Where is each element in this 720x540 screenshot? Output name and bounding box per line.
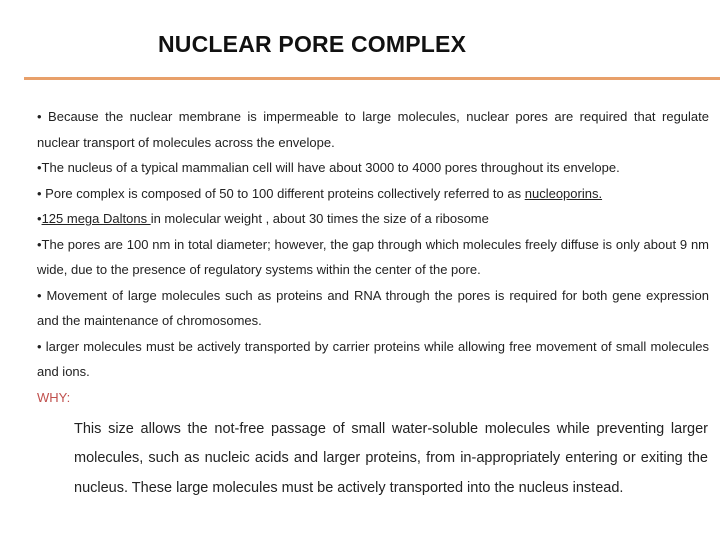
bullet-active-transport: • larger molecules must be actively transported by carrier proteins while allowing free movement of small molecules and ions. [37,338,709,379]
page-title: NUCLEAR PORE COMPLEX [158,31,467,57]
bullet-molecular-weight-text: in molecular weight , about 30 times the size of a ribosome [150,211,489,226]
bullet-pore-diameter: •The pores are 100 nm in total diameter; however, the gap through which molecules freely diffuse is only about 9 nm wide, due to the presence of regulatory systems within the center of the pore. [37,236,709,277]
bullet-list [37,104,709,411]
bullet-molecular-weight [37,206,709,232]
bullet-membrane: • Because the nuclear membrane is impermeable to large molecules, nuclear pores are required that regulate nuclear transport of molecules across the envelope. [37,109,709,150]
mega-daltons-term: 125 mega Daltons [41,211,151,226]
why-label: WHY: [37,389,71,405]
bullet-molecular-weight-mark: • [37,211,42,226]
bullet-nucleoporins [37,181,709,207]
answer-paragraph: This size allows the not-free passage of small water-soluble molecules while preventing larger molecules, such as nucleic acids and larger proteins, from in-appropriately entering or exiting the nucleus. These large molecules must be actively transported into the nucleus instead. [74,421,708,496]
bullet-nucleoporins-text: • Pore complex is composed of 50 to 100 different proteins collectively referred to as [37,185,525,201]
bullet-large-molecules: • Movement of large molecules such as proteins and RNA through the pores is required for both gene expression and the maintenance of chromosomes. [37,287,709,328]
title-divider [24,77,720,80]
nucleoporins-term: nucleoporins. [524,185,603,201]
bullet-pore-count: •The nucleus of a typical mammalian cell will have about 3000 to 4000 pores throughout its envelope. [37,160,620,175]
